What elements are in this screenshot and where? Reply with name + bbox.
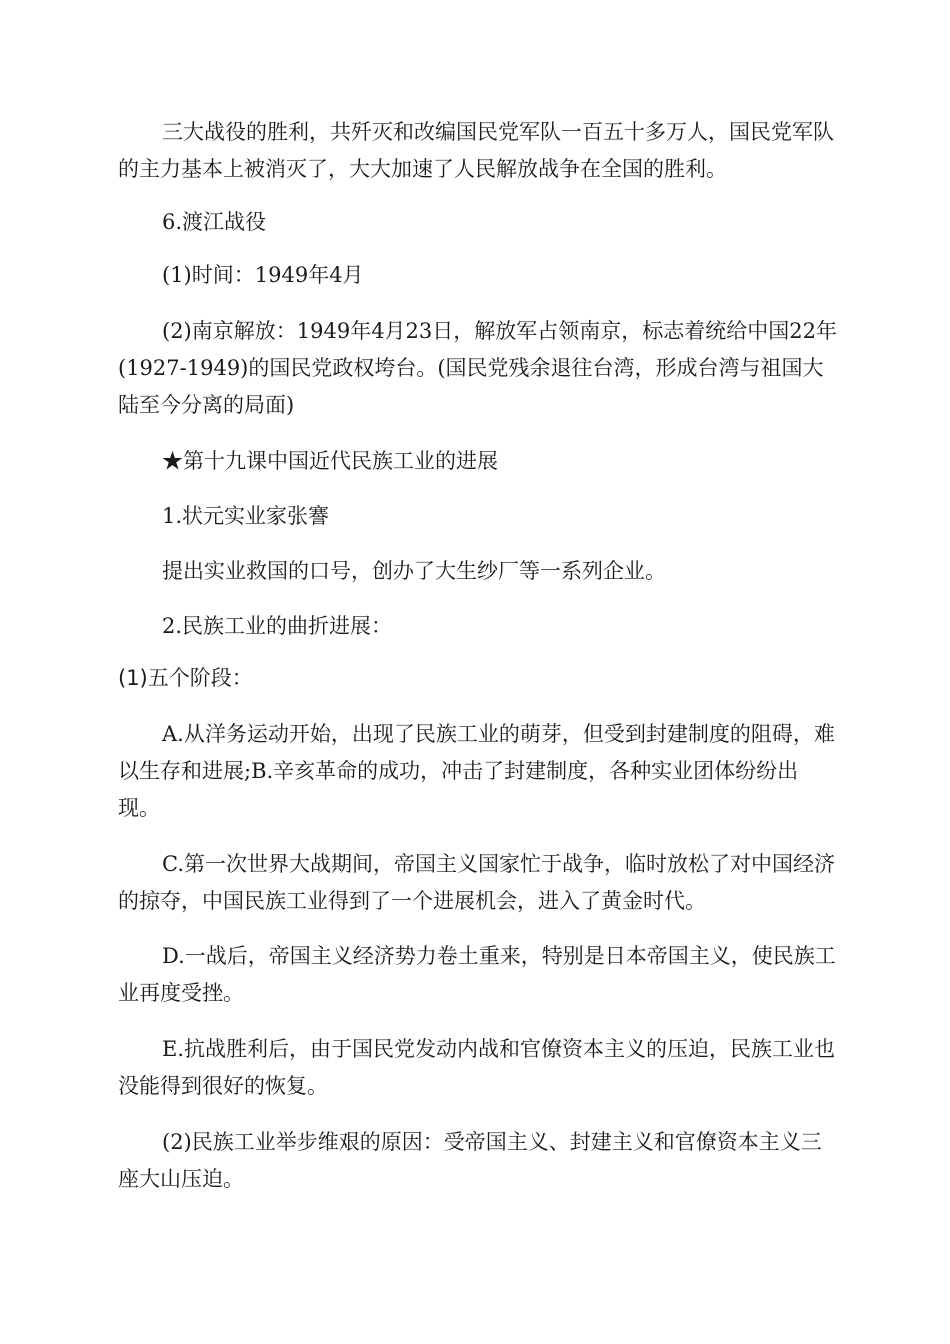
paragraph-nanjing-liberation: (2)南京解放：1949年4月23日，解放军占领南京，标志着统给中国22年(1927-1949)的国民党政权垮台。(国民党残余退往台湾，形成台湾与祖国大陆至今分离的局面) [118,319,837,417]
paragraph-stage-d: D.一战后，帝国主义经济势力卷土重来，特别是日本帝国主义，使民族工业再度受挫。 [118,944,836,1005]
heading-zhang-jian: 1.状元实业家张謇 [162,504,330,528]
paragraph-stage-a-b: A.从洋务运动开始，出现了民族工业的萌芽，但受到封建制度的阻碍，难以生存和进展;B.辛亥革命的成功，冲击了封建制度，各种实业团体纷纷出现。 [118,722,835,820]
heading-crossing-river-campaign: 6.渡江战役 [162,210,267,234]
paragraph-industry-saves-nation: 提出实业救国的口号，创办了大生纱厂等一系列企业。 [162,559,666,583]
paragraph-time: (1)时间：1949年4月 [162,263,364,287]
paragraph-stage-e: E.抗战胜利后，由于国民党发动内战和官僚资本主义的压迫，民族工业也没能得到很好的恢复。 [118,1037,836,1098]
paragraph-three-campaigns-summary: 三大战役的胜利，共歼灭和改编国民党军队一百五十多万人，国民党军队的主力基本上被消灭了，大大加速了人民解放战争在全国的胜利。 [118,120,834,181]
heading-national-industry-development: 2.民族工业的曲折进展： [162,614,393,638]
heading-five-stages: (1)五个阶段： [118,666,253,690]
paragraph-stage-c: C.第一次世界大战期间，帝国主义国家忙于战争，临时放松了对中国经济的掠夺，中国民族工业得到了一个进展机会，进入了黄金时代。 [118,852,835,913]
heading-lesson-19: ★第十九课中国近代民族工业的进展 [162,449,498,473]
paragraph-difficulty-reasons: (2)民族工业举步维艰的原因：受帝国主义、封建主义和官僚资本主义三座大山压迫。 [118,1130,822,1191]
